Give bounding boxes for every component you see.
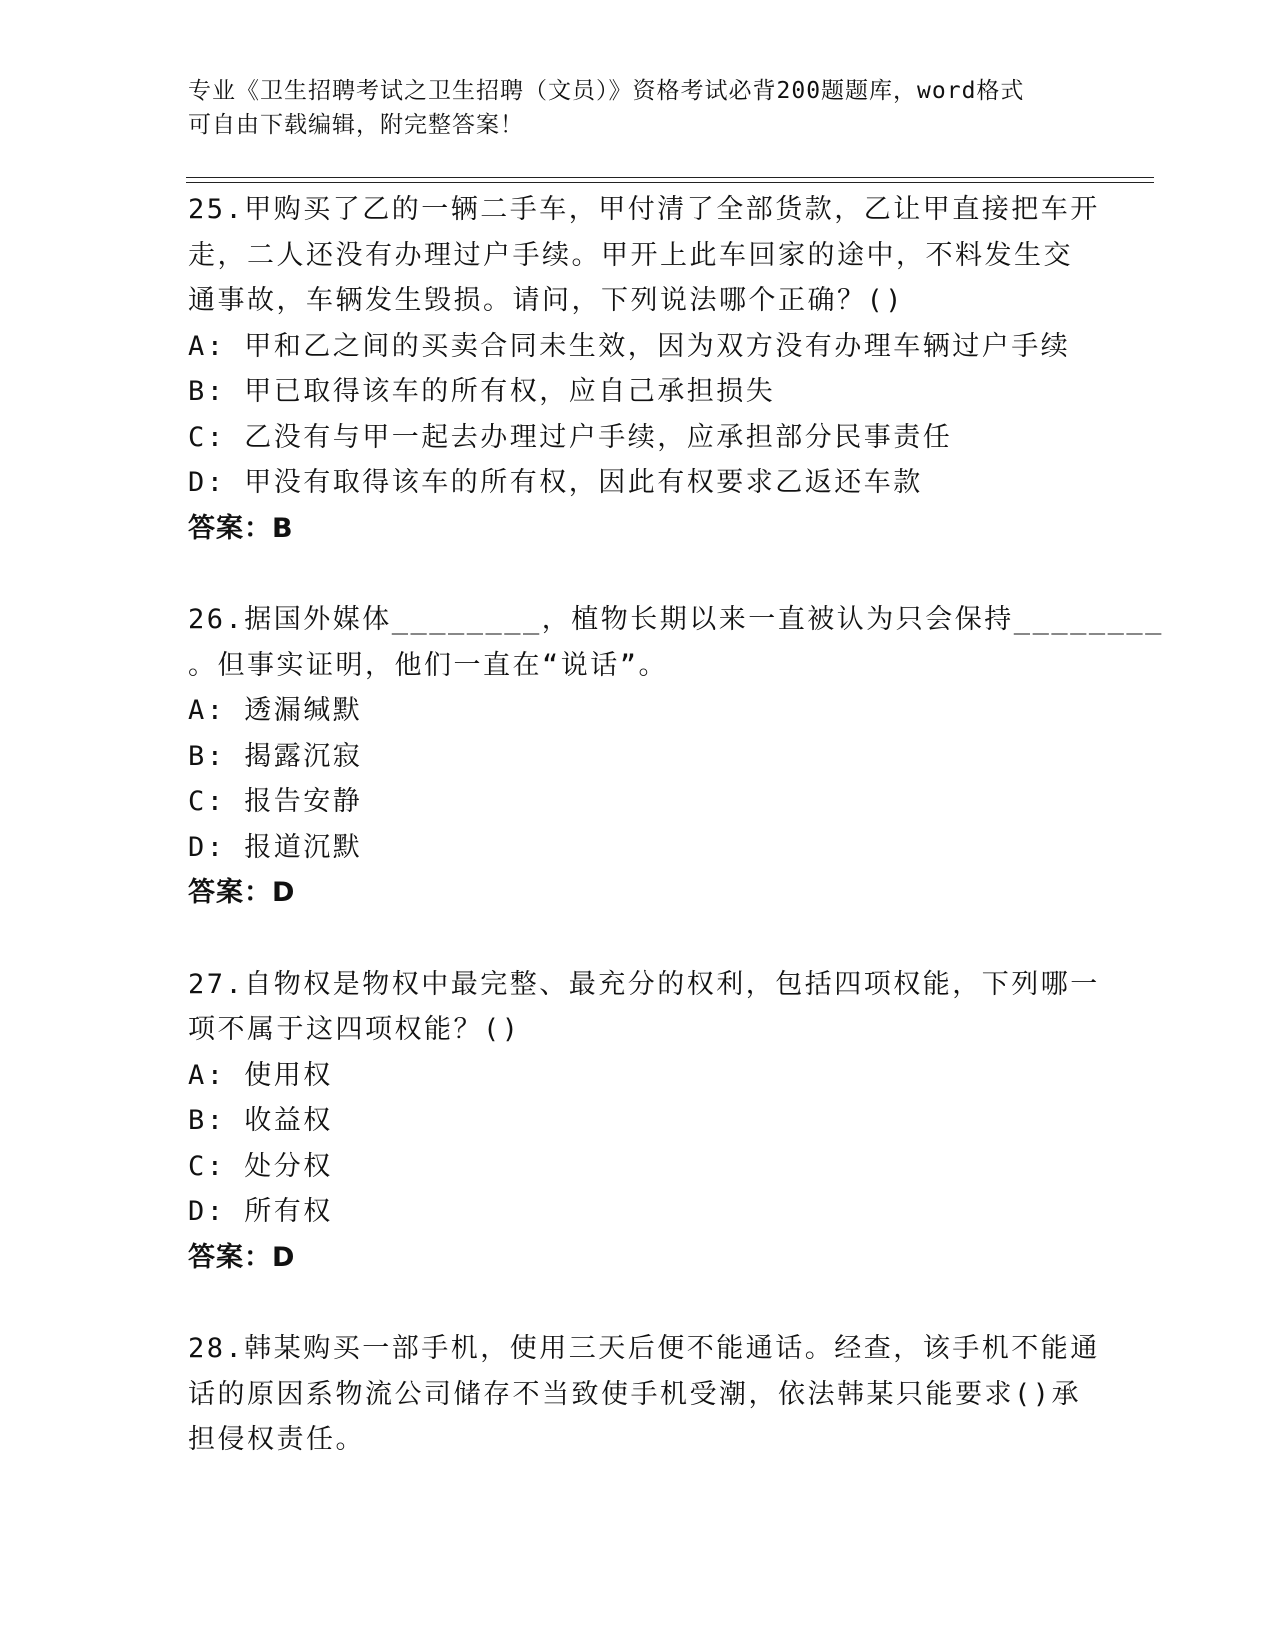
answer-label: 答案：D: [188, 877, 296, 908]
document-header: [188, 74, 1088, 142]
option-a: A: 透漏缄默: [188, 695, 363, 726]
question-text-line: 28.韩某购买一部手机，使用三天后便不能通话。经查，该手机不能通: [188, 1333, 1100, 1364]
question-27: [188, 962, 1100, 1281]
option-b: B: 甲已取得该车的所有权，应自己承担损失: [188, 376, 776, 407]
answer-label: 答案：B: [188, 512, 294, 544]
option-d: D: 所有权: [188, 1196, 333, 1227]
option-c: C: 报告安静: [188, 786, 363, 817]
answer-label: 答案：D: [188, 1241, 296, 1273]
option-c: C: 处分权: [188, 1150, 333, 1182]
question-text-line: 25.甲购买了乙的一辆二手车，甲付清了全部货款，乙让甲直接把车开: [188, 194, 1100, 225]
question-text-line: 话的原因系物流公司储存不当致使手机受潮，依法韩某只能要求()承: [188, 1378, 1082, 1410]
option-c: C: 乙没有与甲一起去办理过户手续，应承担部分民事责任: [188, 421, 953, 453]
header-divider-top: [186, 177, 1154, 178]
question-25: [188, 187, 1100, 551]
question-text-line: 。但事实证明，他们一直在“说话”。: [188, 649, 669, 681]
question-28: [188, 1326, 1100, 1463]
option-a: A: 使用权: [188, 1059, 333, 1091]
option-d: D: 甲没有取得该车的所有权，因此有权要求乙返还车款: [188, 467, 923, 498]
question-text-line: 走，二人还没有办理过户手续。甲开上此车回家的途中，不料发生交: [188, 239, 1073, 271]
header-line-2: 可自由下载编辑，附完整答案！: [188, 112, 524, 138]
question-text-line: 26.据国外媒体________，植物长期以来一直被认为只会保持________: [188, 604, 1164, 635]
question-text-line: 担侵权责任。: [188, 1424, 365, 1455]
header-divider-bottom: [186, 182, 1154, 183]
option-d: D: 报道沉默: [188, 831, 363, 863]
question-text-line: 27.自物权是物权中最完整、最充分的权利，包括四项权能，下列哪一: [188, 968, 1100, 1000]
question-26: [188, 597, 1164, 916]
question-text-line: 通事故，车辆发生毁损。请问，下列说法哪个正确？(): [188, 285, 905, 316]
option-b: B: 揭露沉寂: [188, 740, 363, 772]
option-a: A: 甲和乙之间的买卖合同未生效，因为双方没有办理车辆过户手续: [188, 330, 1071, 362]
question-list: [188, 187, 1164, 1509]
header-line-1: 专业《卫生招聘考试之卫生招聘（文员）》资格考试必背200题题库，word格式: [188, 78, 1025, 104]
question-text-line: 项不属于这四项权能？(): [188, 1014, 521, 1045]
option-b: B: 收益权: [188, 1105, 333, 1136]
